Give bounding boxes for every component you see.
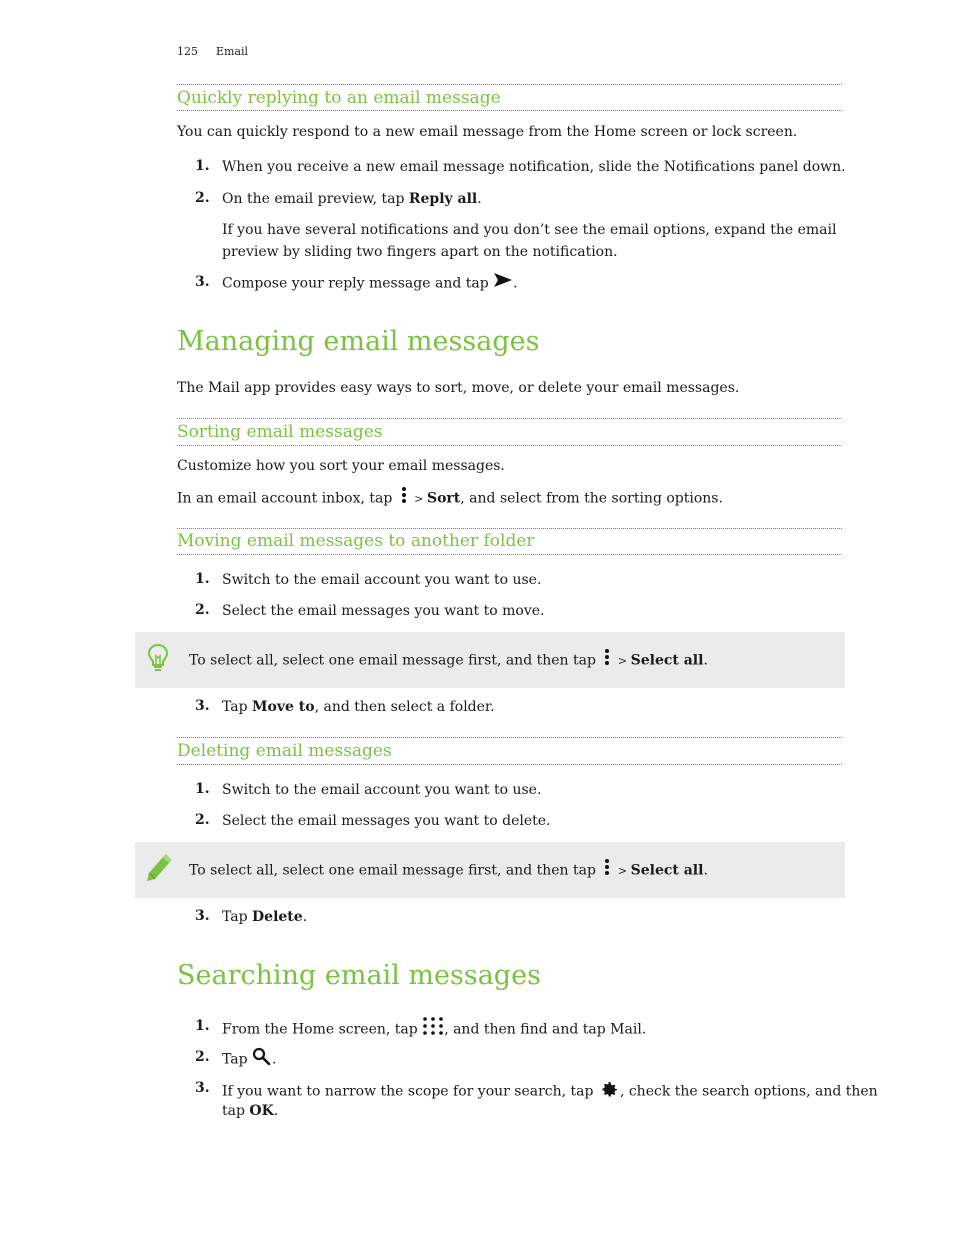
step-number: 3.: [195, 1080, 210, 1096]
send-icon: [493, 272, 513, 295]
section-rule: [177, 737, 842, 738]
step-number: 1.: [195, 1018, 210, 1034]
running-header-section: Email: [216, 45, 249, 58]
step-text: Tap Delete.: [222, 909, 308, 925]
lightbulb-icon: [147, 643, 169, 677]
step-text: From the Home screen, tap , and then find and tap Mail.: [222, 1016, 646, 1043]
section-rule: [177, 84, 842, 85]
note-text: To select all, select one email message first, and then tap > Select all.: [189, 858, 708, 883]
step-number: 1.: [195, 158, 210, 174]
gear-icon: [598, 1078, 620, 1105]
paragraph: In an email account inbox, tap > Sort, and select from the sorting options.: [177, 486, 723, 511]
section-rule: [177, 528, 842, 529]
section-title-deleting: Deleting email messages: [177, 741, 392, 761]
step-text: Select the email messages you want to move.: [222, 603, 545, 619]
search-icon: [252, 1047, 272, 1072]
section-rule: [177, 110, 842, 111]
step-number: 1.: [195, 571, 210, 587]
more-options-icon: [600, 858, 614, 883]
step-number: 1.: [195, 781, 210, 797]
step-number: 2.: [195, 812, 210, 828]
step-text: Switch to the email account you want to use.: [222, 782, 542, 798]
all-apps-grid-icon: [422, 1016, 444, 1043]
step-number: 2.: [195, 190, 210, 206]
pencil-note-icon: [145, 853, 173, 887]
step-text: Select the email messages you want to delete.: [222, 813, 551, 829]
tip-text: To select all, select one email message first, and then tap > Select all.: [189, 648, 708, 673]
step-text: Tap Move to, and then select a folder.: [222, 699, 495, 715]
chapter-title-managing: Managing email messages: [177, 326, 540, 357]
step-number: 2.: [195, 1049, 210, 1065]
step-text: Switch to the email account you want to use.: [222, 572, 542, 588]
chapter-title-searching: Searching email messages: [177, 960, 541, 991]
section-title-quick-reply: Quickly replying to an email message: [177, 88, 501, 108]
step-text: On the email preview, tap Reply all.: [222, 191, 482, 207]
step-text-continued: tap OK.: [222, 1103, 279, 1119]
section-rule: [177, 554, 842, 555]
step-text: Compose your reply message and tap .: [222, 272, 518, 295]
step-note-line: preview by sliding two fingers apart on the notification.: [222, 244, 618, 260]
section-rule: [177, 764, 842, 765]
more-options-icon: [600, 648, 614, 673]
paragraph: Customize how you sort your email messages.: [177, 458, 505, 474]
step-text: When you receive a new email message notification, slide the Notifications panel down.: [222, 159, 846, 175]
paragraph: The Mail app provides easy ways to sort, move, or delete your email messages.: [177, 380, 740, 396]
section-title-moving: Moving email messages to another folder: [177, 531, 535, 551]
page-number: 125: [177, 45, 198, 58]
step-number: 3.: [195, 908, 210, 924]
section-title-sorting: Sorting email messages: [177, 422, 383, 442]
step-note-line: If you have several notifications and you don’t see the email options, expand the email: [222, 222, 837, 238]
section-rule: [177, 418, 842, 419]
step-number: 3.: [195, 274, 210, 290]
step-text: Tap .: [222, 1047, 276, 1072]
paragraph: You can quickly respond to a new email message from the Home screen or lock screen.: [177, 124, 798, 140]
step-number: 3.: [195, 698, 210, 714]
step-number: 2.: [195, 602, 210, 618]
step-text: If you want to narrow the scope for your search, tap , check the search options, and then: [222, 1078, 878, 1105]
section-rule: [177, 445, 842, 446]
more-options-icon: [397, 486, 411, 511]
